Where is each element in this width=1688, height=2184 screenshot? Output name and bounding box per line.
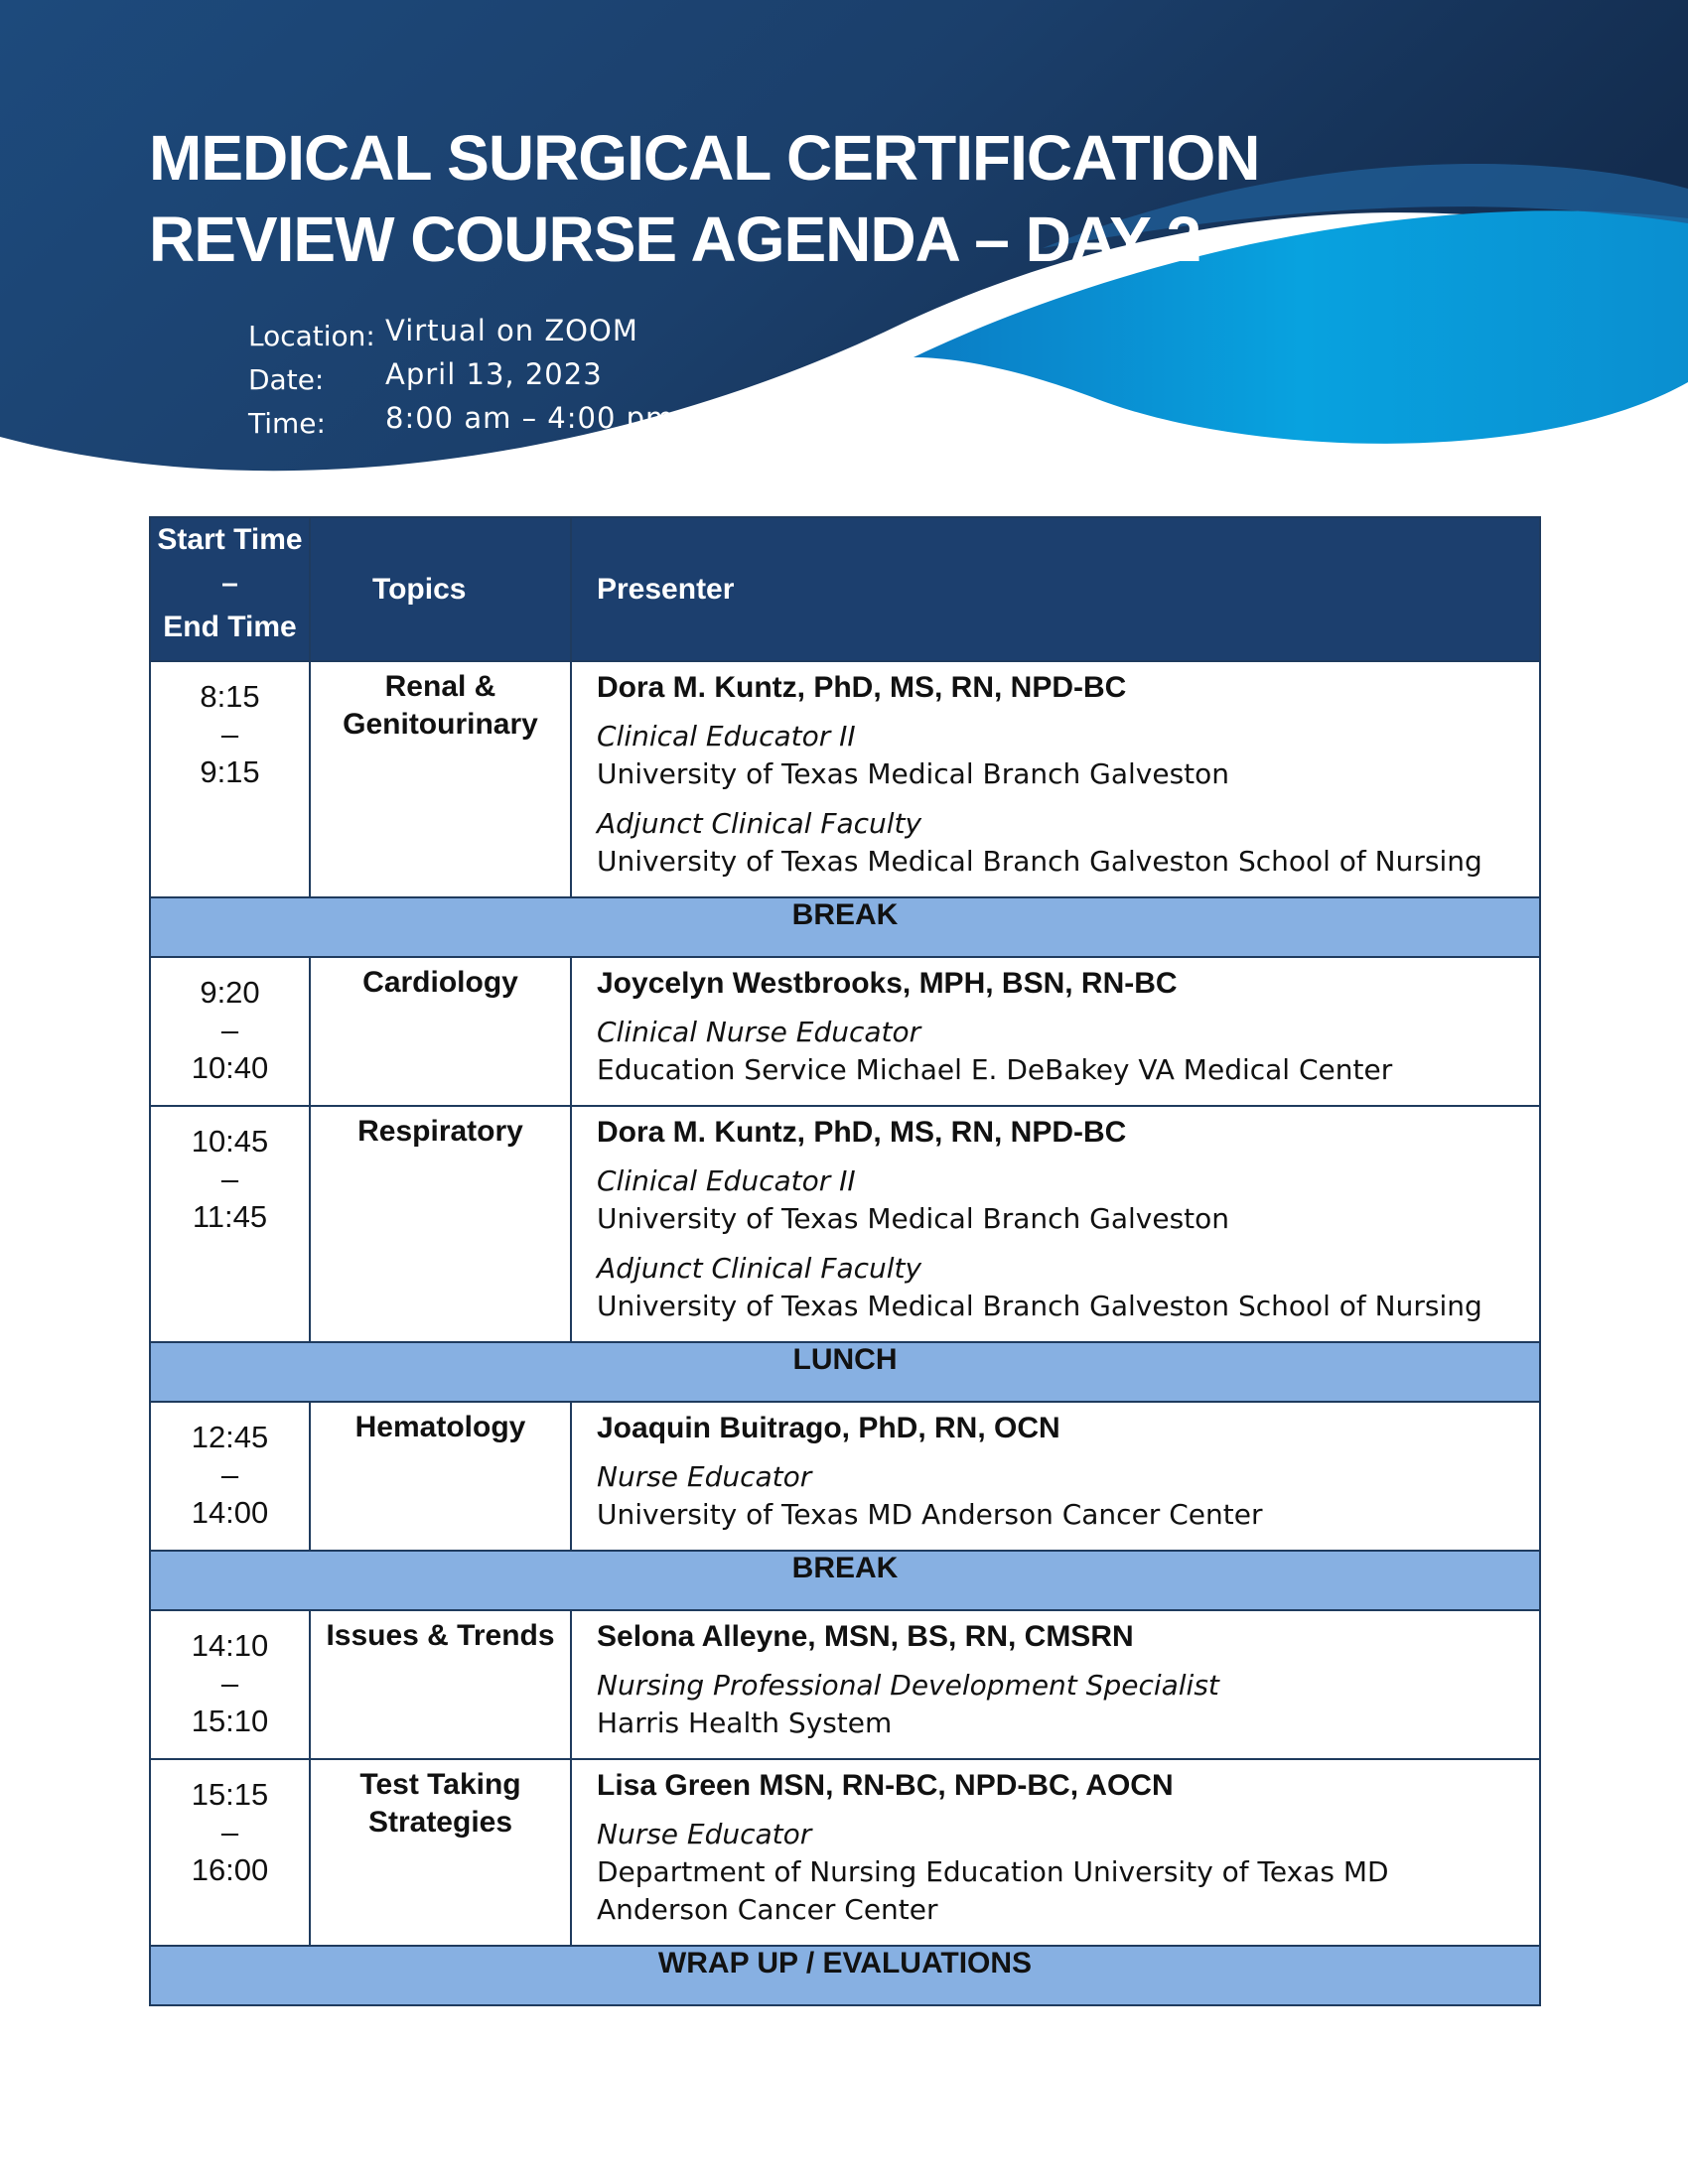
presenter-organization: University of Texas Medical Branch Galveston [597,1202,1230,1235]
presenter-role [597,718,1519,793]
time-dash: – [220,1013,239,1047]
presenter-organization: Department of Nursing Education University of Texas MD Anderson Cancer Center [597,1855,1389,1926]
presenter-organization: University of Texas MD Anderson Cancer Center [597,1498,1263,1531]
presenter-title: Clinical Educator II [597,720,856,752]
end-time: 14:00 [191,1495,269,1530]
presenter-name: Dora M. Kuntz, PhD, MS, RN, NPD-BC [597,1116,1127,1149]
agenda-table-header [150,517,1540,661]
header-start-time: Start Time [157,523,303,556]
time-dash: – [220,1161,239,1196]
title-line-2: REVIEW COURSE AGENDA – DAY 2 [149,204,1201,275]
presenter-organization: University of Texas Medical Branch Galveston School of Nursing [597,1290,1482,1322]
presenter-title: Adjunct Clinical Faculty [597,807,922,840]
start-time: 8:15 [200,679,260,714]
presenter-role [597,805,1519,881]
presenter-title: Clinical Educator II [597,1164,856,1197]
topic-cell: Issues & Trends [310,1610,571,1759]
location-value: Virtual on ZOOM [385,314,638,347]
header-row [150,517,1540,661]
location-row [248,313,674,356]
separator-row [150,1551,1540,1610]
time-dash: – [220,1815,239,1849]
presenter-name: Joycelyn Westbrooks, MPH, BSN, RN-BC [597,967,1178,1000]
column-header-topics: Topics [310,517,571,661]
time-value: 8:00 am – 4:00 pm [385,401,675,435]
location-label: Location: [248,320,375,352]
presenter-cell [571,661,1540,897]
end-time: 16:00 [191,1852,269,1887]
time-cell [150,957,310,1106]
start-time: 12:45 [191,1420,269,1454]
topic-cell: Hematology [310,1402,571,1551]
agenda-table-body [150,661,1540,2005]
time-cell [150,1610,310,1759]
topic-cell: Cardiology [310,957,571,1106]
session-row [150,1759,1540,1946]
separator-label: BREAK [150,1551,1540,1610]
time-dash: – [220,1666,239,1701]
separator-label: WRAP UP / EVALUATIONS [150,1946,1540,2005]
presenter-organization: Education Service Michael E. DeBakey VA Medical Center [597,1053,1393,1086]
presenter-cell [571,1610,1540,1759]
end-time: 10:40 [191,1050,269,1085]
presenter-cell [571,957,1540,1106]
presenter-role [597,1014,1519,1089]
presenter-title: Nursing Professional Development Specialist [597,1669,1219,1702]
presenter-organization: University of Texas Medical Branch Galveston [597,757,1230,790]
session-row [150,1610,1540,1759]
separator-row [150,897,1540,957]
presenter-role [597,1816,1519,1929]
date-value: April 13, 2023 [385,357,603,391]
presenter-title: Adjunct Clinical Faculty [597,1252,922,1285]
date-label: Date: [248,363,325,396]
column-header-presenter: Presenter [571,517,1540,661]
end-time: 11:45 [192,1199,268,1234]
presenter-title: Clinical Nurse Educator [597,1016,921,1048]
presenter-name: Lisa Green MSN, RN-BC, NPD-BC, AOCN [597,1769,1174,1802]
topic-cell: Test Taking Strategies [310,1759,571,1946]
header-end-time: End Time [163,611,297,643]
time-dash: – [220,1457,239,1492]
event-details [248,313,674,444]
header-time-dash: – [221,567,238,600]
time-cell [150,1402,310,1551]
presenter-role [597,1250,1519,1325]
presenter-role [597,1667,1519,1742]
separator-label: BREAK [150,897,1540,957]
start-time: 14:10 [191,1628,269,1663]
presenter-role [597,1458,1519,1534]
session-row [150,957,1540,1106]
end-time: 9:15 [200,754,260,789]
separator-row [150,1946,1540,2005]
presenter-role [597,1162,1519,1238]
separator-row [150,1342,1540,1402]
separator-label: LUNCH [150,1342,1540,1402]
time-label: Time: [248,407,326,440]
start-time: 15:15 [191,1777,269,1812]
topic-cell: Renal & Genitourinary [310,661,571,897]
time-dash: – [220,717,239,751]
end-time: 15:10 [191,1704,269,1738]
time-cell [150,1759,310,1946]
presenter-title: Nurse Educator [597,1460,812,1493]
time-cell [150,661,310,897]
page-title [149,117,1259,280]
agenda-table [149,516,1541,2006]
presenter-name: Joaquin Buitrago, PhD, RN, OCN [597,1412,1060,1444]
session-row [150,1106,1540,1342]
title-line-1: MEDICAL SURGICAL CERTIFICATION [149,122,1260,194]
topic-cell: Respiratory [310,1106,571,1342]
presenter-cell [571,1759,1540,1946]
column-header-time [150,517,310,661]
presenter-organization: Harris Health System [597,1706,893,1739]
session-row [150,661,1540,897]
presenter-cell [571,1402,1540,1551]
presenter-organization: University of Texas Medical Branch Galveston School of Nursing [597,845,1482,878]
time-cell [150,1106,310,1342]
session-row [150,1402,1540,1551]
presenter-name: Dora M. Kuntz, PhD, MS, RN, NPD-BC [597,671,1127,704]
presenter-cell [571,1106,1540,1342]
time-row [248,400,674,444]
date-row [248,356,674,400]
start-time: 10:45 [191,1124,269,1159]
presenter-title: Nurse Educator [597,1818,812,1850]
presenter-name: Selona Alleyne, MSN, BS, RN, CMSRN [597,1620,1134,1653]
start-time: 9:20 [200,975,260,1010]
